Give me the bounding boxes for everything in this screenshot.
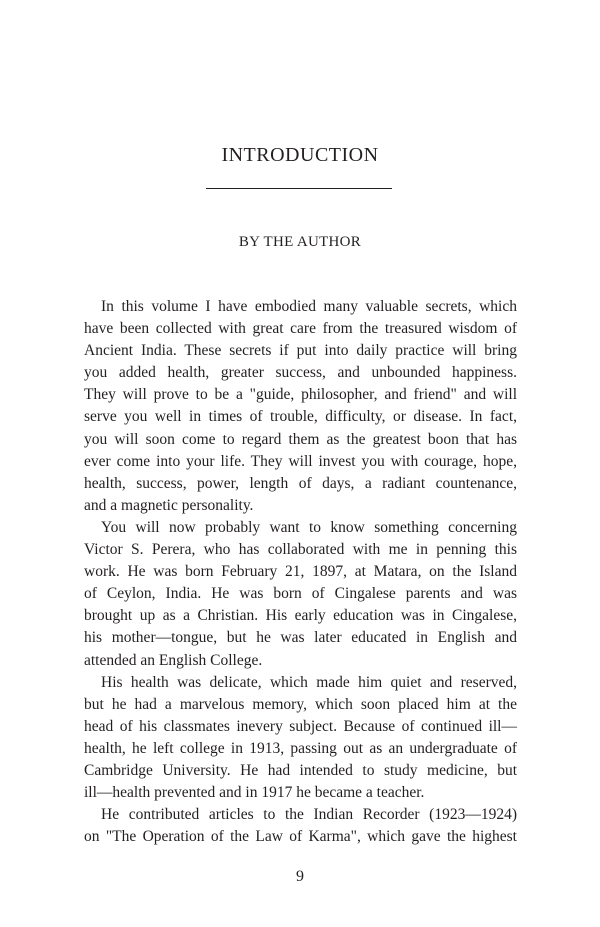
text-line: his mother—tongue, but he was later educated in English and: [84, 629, 517, 647]
text-line: Victor S. Perera, who has collaborated with me in penning this: [84, 541, 517, 559]
paragraph-4: [84, 804, 517, 848]
text-line: on "The Operation of the Law of Karma", which gave the highest: [84, 828, 517, 846]
text-line: health, success, power, length of days, a radiant countenance,: [84, 474, 517, 492]
chapter-subtitle: BY THE AUTHOR: [238, 234, 362, 250]
chapter-title: INTRODUCTION: [221, 144, 379, 166]
text-line: Cambridge University. He had intended to study medicine, but: [84, 761, 517, 779]
text-line: and a magnetic personality.: [84, 496, 254, 514]
text-line: ill—health prevented and in 1917 he became a teacher.: [84, 784, 425, 802]
text-line: you will soon come to regard them as the greatest boon that has: [84, 430, 517, 448]
text-line: attended an English College.: [84, 651, 263, 669]
paragraph-2: [84, 517, 517, 672]
text-line: They will prove to be a "guide, philosopher, and friend" and will: [84, 386, 517, 404]
page-number: 9: [296, 868, 304, 885]
text-line: head of his classmates inevery subject. Because of continued ill—: [84, 717, 517, 735]
text-line: ever come into your life. They will invest you with courage, hope,: [84, 452, 517, 470]
text-line: you added health, greater success, and unbounded happiness.: [84, 364, 517, 382]
paragraph-3: [84, 672, 517, 805]
body-text: [84, 296, 517, 848]
text-line: In this volume I have embodied many valuable secrets, which: [101, 298, 517, 315]
text-line: You will now probably want to know something concerning: [101, 518, 517, 536]
paragraph-1: [84, 296, 517, 517]
text-line: brought up as a Christian. His early education was in Cingalese,: [84, 607, 517, 625]
text-line: of Ceylon, India. He was born of Cingalese parents and was: [84, 585, 517, 603]
text-line: He contributed articles to the Indian Recorder (1923—1924): [101, 806, 517, 824]
text-line: serve you well in times of trouble, difficulty, or disease. In fact,: [84, 408, 517, 426]
text-line: health, he left college in 1913, passing out as an undergraduate of: [84, 739, 517, 757]
text-line: have been collected with great care from the treasured wisdom of: [84, 320, 517, 338]
text-line: work. He was born February 21, 1897, at Matara, on the Island: [84, 563, 517, 581]
title-divider: [206, 188, 392, 189]
text-line: but he had a marvelous memory, which soon placed him at the: [84, 695, 517, 713]
text-line: His health was delicate, which made him quiet and reserved,: [101, 673, 517, 691]
text-line: Ancient India. These secrets if put into daily practice will bring: [84, 342, 517, 360]
